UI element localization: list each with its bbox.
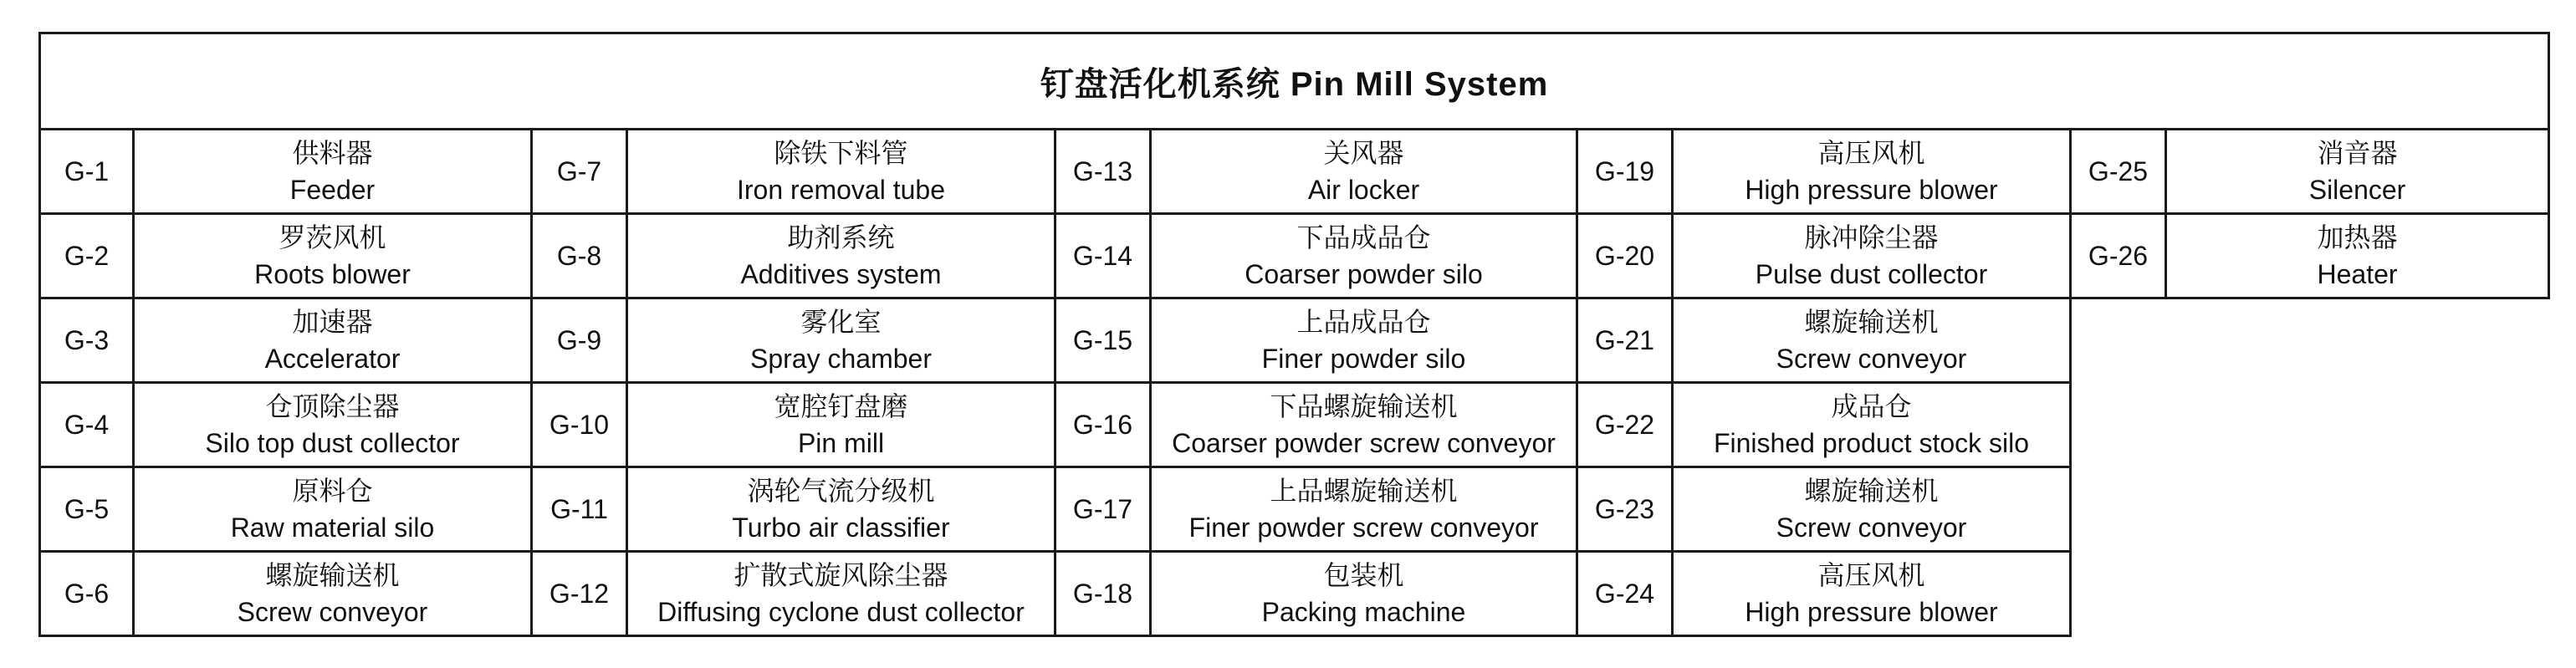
legend-body	[40, 130, 2549, 636]
equipment-name-cell	[1151, 130, 1577, 214]
equipment-code: G-24	[1577, 552, 1673, 636]
equipment-name-cell	[1673, 467, 2071, 552]
equipment-name-cell	[1673, 383, 2071, 467]
equipment-name-en: Turbo air classifier	[732, 512, 950, 543]
equipment-code: G-25	[2071, 130, 2166, 214]
equipment-code: G-22	[1577, 383, 1673, 467]
equipment-name-cell	[1673, 298, 2071, 383]
equipment-name-zh: 高压风机	[1817, 560, 1925, 590]
equipment-name-zh: 加速器	[292, 307, 373, 337]
equipment-name-zh: 涡轮气流分级机	[747, 476, 935, 506]
equipment-name-zh: 消音器	[2317, 138, 2398, 168]
equipment-name-en: Raw material silo	[230, 512, 435, 543]
table-title: 钉盘活化机系统 Pin Mill System	[1040, 65, 1549, 103]
equipment-name-cell	[134, 383, 532, 467]
equipment-name-zh: 螺旋输送机	[265, 560, 400, 590]
equipment-name-cell	[1151, 298, 1577, 383]
equipment-code: G-11	[532, 467, 627, 552]
equipment-name-en: Pulse dust collector	[1755, 259, 1988, 289]
equipment-code: G-17	[1055, 467, 1151, 552]
equipment-code: G-13	[1055, 130, 1151, 214]
equipment-name-cell	[627, 552, 1055, 636]
equipment-name-zh: 脉冲除尘器	[1804, 222, 1939, 252]
equipment-name-zh: 关风器	[1323, 138, 1404, 168]
equipment-name-zh: 扩散式旋风除尘器	[733, 560, 948, 590]
equipment-name-en: Pin mill	[797, 428, 885, 458]
equipment-name-en: Packing machine	[1261, 597, 1466, 627]
equipment-name-zh: 下品成品仓	[1296, 222, 1431, 252]
equipment-name-en: Iron removal tube	[736, 175, 945, 205]
equipment-code: G-16	[1055, 383, 1151, 467]
equipment-name-cell	[1151, 552, 1577, 636]
equipment-name-zh: 成品仓	[1831, 391, 1912, 421]
equipment-code: G-20	[1577, 214, 1673, 298]
equipment-name-cell	[1673, 552, 2071, 636]
equipment-name-cell	[1151, 467, 1577, 552]
equipment-code: G-19	[1577, 130, 1673, 214]
empty-area	[2071, 298, 2549, 636]
equipment-name-en: Finer powder screw conveyor	[1188, 512, 1539, 543]
equipment-name-cell	[627, 214, 1055, 298]
equipment-name-zh: 下品螺旋输送机	[1270, 391, 1458, 421]
equipment-name-zh: 包装机	[1323, 560, 1404, 590]
equipment-name-zh: 雾化室	[800, 307, 882, 337]
equipment-name-en: Spray chamber	[750, 344, 932, 374]
equipment-code: G-3	[40, 298, 134, 383]
equipment-name-zh: 仓顶除尘器	[265, 391, 400, 421]
equipment-code: G-6	[40, 552, 134, 636]
equipment-name-zh: 加热器	[2317, 222, 2398, 252]
equipment-name-en: Silencer	[2308, 175, 2406, 205]
equipment-name-zh: 上品螺旋输送机	[1270, 476, 1458, 506]
equipment-name-cell	[134, 552, 532, 636]
equipment-name-en: Screw conveyor	[1776, 512, 1967, 543]
equipment-code: G-10	[532, 383, 627, 467]
equipment-name-zh: 助剂系统	[787, 222, 895, 252]
equipment-name-zh: 除铁下料管	[774, 138, 908, 168]
equipment-name-cell	[134, 467, 532, 552]
equipment-name-cell	[627, 383, 1055, 467]
equipment-code: G-18	[1055, 552, 1151, 636]
equipment-code: G-2	[40, 214, 134, 298]
equipment-code: G-26	[2071, 214, 2166, 298]
equipment-name-cell	[1151, 383, 1577, 467]
equipment-name-zh: 原料仓	[292, 476, 373, 506]
equipment-name-en: High pressure blower	[1745, 175, 1998, 205]
equipment-code: G-23	[1577, 467, 1673, 552]
equipment-name-cell	[134, 130, 532, 214]
equipment-name-cell	[1673, 214, 2071, 298]
equipment-code: G-4	[40, 383, 134, 467]
equipment-name-en: Silo top dust collector	[205, 428, 460, 458]
equipment-name-zh: 上品成品仓	[1296, 307, 1431, 337]
equipment-name-en: Finished product stock silo	[1713, 428, 2030, 458]
title-cell	[40, 33, 2549, 130]
equipment-code: G-12	[532, 552, 627, 636]
equipment-name-en: Screw conveyor	[1776, 344, 1967, 374]
equipment-name-zh: 供料器	[292, 138, 373, 168]
equipment-name-cell	[627, 298, 1055, 383]
legend-row	[40, 130, 2549, 214]
equipment-code: G-21	[1577, 298, 1673, 383]
equipment-name-en: Coarser powder screw conveyor	[1172, 428, 1556, 458]
equipment-code: G-1	[40, 130, 134, 214]
legend-row	[40, 214, 2549, 298]
equipment-name-zh: 宽腔钉盘磨	[774, 391, 908, 421]
equipment-name-cell	[134, 214, 532, 298]
equipment-name-zh: 螺旋输送机	[1804, 307, 1939, 337]
equipment-name-en: Accelerator	[264, 344, 401, 374]
equipment-name-cell	[2166, 130, 2549, 214]
equipment-name-en: Feeder	[289, 175, 376, 205]
equipment-name-cell	[627, 130, 1055, 214]
equipment-name-en: Air locker	[1307, 175, 1420, 205]
equipment-name-en: Finer powder silo	[1261, 344, 1466, 374]
equipment-name-en: High pressure blower	[1745, 597, 1998, 627]
equipment-code: G-15	[1055, 298, 1151, 383]
equipment-name-cell	[2166, 214, 2549, 298]
legend-row	[40, 298, 2549, 383]
equipment-code: G-8	[532, 214, 627, 298]
equipment-name-cell	[1151, 214, 1577, 298]
equipment-name-zh: 罗茨风机	[279, 222, 386, 252]
equipment-name-en: Diffusing cyclone dust collector	[657, 597, 1025, 627]
equipment-name-en: Heater	[2317, 259, 2398, 289]
equipment-name-en: Screw conveyor	[237, 597, 428, 627]
equipment-name-en: Coarser powder silo	[1245, 259, 1483, 289]
equipment-name-zh: 螺旋输送机	[1804, 476, 1939, 506]
equipment-code: G-9	[532, 298, 627, 383]
equipment-code: G-14	[1055, 214, 1151, 298]
equipment-name-zh: 高压风机	[1817, 138, 1925, 168]
equipment-legend-table	[38, 32, 2550, 637]
equipment-code: G-7	[532, 130, 627, 214]
equipment-name-cell	[134, 298, 532, 383]
equipment-name-en: Additives system	[740, 259, 942, 289]
equipment-name-en: Roots blower	[254, 259, 411, 289]
equipment-name-cell	[1673, 130, 2071, 214]
equipment-code: G-5	[40, 467, 134, 552]
equipment-name-cell	[627, 467, 1055, 552]
